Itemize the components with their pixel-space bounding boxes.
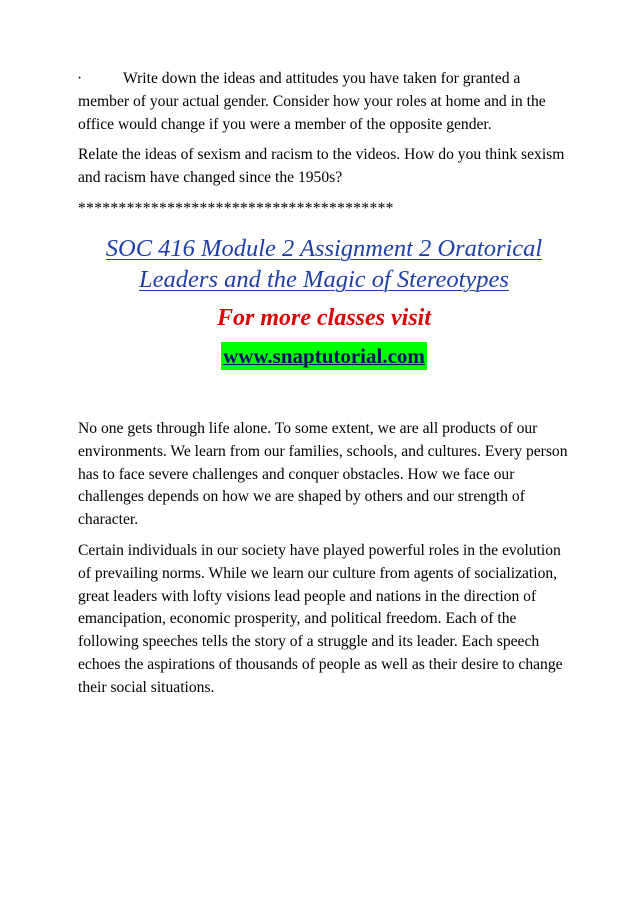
website-link-container	[78, 342, 570, 370]
relate-paragraph: Relate the ideas of sexism and racism to the videos. How do you think sexism and racism have changed since the 1950s?	[78, 146, 565, 187]
bullet-item-text: Write down the ideas and attitudes you have taken for granted a member of your actual gender. Consider how your roles at home and in the office would change if you were a member of the opposite gender.	[78, 70, 546, 133]
body-paragraph-2: Certain individuals in our society have played powerful roles in the evolution of prevailing norms. While we learn our culture from agents of socialization, great leaders with lofty visions lead people and nations in the direction of emancipation, economic prosperity, and political freedom. Each of the following speeches tells the story of a struggle and its leader. Each speech echoes the aspirations of thousands of people as well as their desire to change their social situations.	[78, 541, 563, 696]
bullet-list-item	[78, 68, 570, 136]
bullet-marker: ·	[77, 70, 83, 87]
visit-text: For more classes visit	[217, 304, 431, 331]
document-page	[78, 68, 570, 708]
website-link[interactable]: www.snaptutorial.com	[223, 343, 425, 368]
body-paragraph-1: No one gets through life alone. To some extent, we are all products of our environments. We learn from our families, schools, and cultures. Every person has to face severe challenges and conquer obstacles. How we face our challenges depends on how we are shaped by others and our strength of character.	[78, 419, 568, 529]
separator-line: ***************************************	[78, 199, 394, 217]
assignment-title[interactable]: SOC 416 Module 2 Assignment 2 Oratorical Leaders and the Magic of Stereotypes	[105, 234, 543, 293]
